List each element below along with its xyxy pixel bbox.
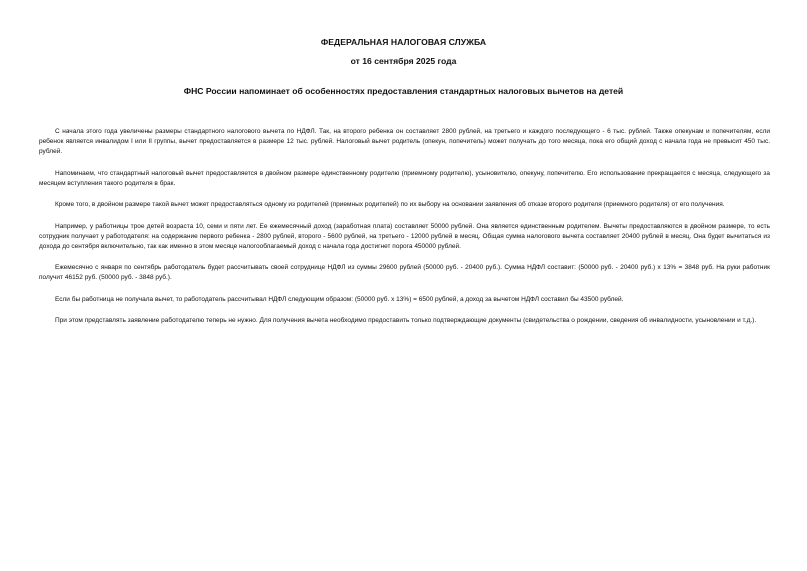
agency-name: ФЕДЕРАЛЬНАЯ НАЛОГОВАЯ СЛУЖБА: [320, 37, 487, 47]
document-title: ФНС России напоминает об особенностях предоставления стандартных налоговых вычетов на детей: [183, 86, 624, 96]
paragraph: С начала этого года увеличены размеры стандартного налогового вычета по НДФЛ. Так, на второго ребенка он составляет 2800 рублей, на третьего и каждого последующего - 6 тыс. рублей. Также опекунам и попечителям, если ребенок является инвалидом I или II группы, вычет предоставляется в размере 12 тыс. рублей. Налоговый вычет родитель (опекун, попечитель) может получать до того месяца, пока его общий доход с начала года не превысит 450 тыс. рублей.: [39, 128, 770, 155]
paragraph: Ежемесячно с января по сентябрь работодатель будет рассчитывать своей сотруднице НДФЛ из суммы 29600 рублей (50000 руб. - 20400 руб.). Сумма НДФЛ составит: (50000 руб. - 20400 руб.) x 13% = 3848 руб. На руки работник получит 46152 руб. (50000 руб. - 3848 руб.).: [39, 264, 770, 281]
paragraph: Кроме того, в двойном размере такой вычет может предоставляться одному из родителей (приемных родителей) по их выбору на основании заявления об отказе второго родителя (приемного родителя) от его получения.: [55, 201, 725, 208]
paragraph: Например, у работницы трое детей возраста 10, семи и пяти лет. Ее ежемесячный доход (заработная плата) составляет 50000 рублей. Она является единственным родителем. Вычеты предоставляются в двойном размере, то есть сотрудник получает у работодателя: на содержание первого ребенка - 2800 рублей, второго - 5600 рублей, на третьего - 12000 рублей в месяц. Общая сумма налогового вычета составляет 20400 рублей в месяц. Она будет вычитаться из дохода до сентября включительно, так как именно в этом месяце налогооблагаемый доход с начала года достигнет порога 450000 рублей.: [39, 222, 770, 250]
document-date: от 16 сентября 2025 года: [350, 56, 457, 66]
paragraph: Если бы работница не получала вычет, то работодатель рассчитывал НДФЛ следующим образом: (50000 руб. x 13%) = 6500 рублей, а доход за вычетом НДФЛ составил бы 43500 рублей.: [55, 295, 624, 303]
paragraph: При этом представлять заявление работодателю теперь не нужно. Для получения вычета необходимо предоставить только подтверждающие документы (свидетельства о рождении, сведения об инвалидности, усыновлении и т.д.).: [55, 317, 757, 324]
document-body: [39, 127, 770, 338]
paragraph: Напоминаем, что стандартный налоговый вычет предоставляется в двойном размере единственному родителю (приемному родителю), усыновителю, опекуну, попечителю. Его использование прекращается с месяца, следующего за месяцем вступления такого родителя в брак.: [39, 169, 770, 187]
